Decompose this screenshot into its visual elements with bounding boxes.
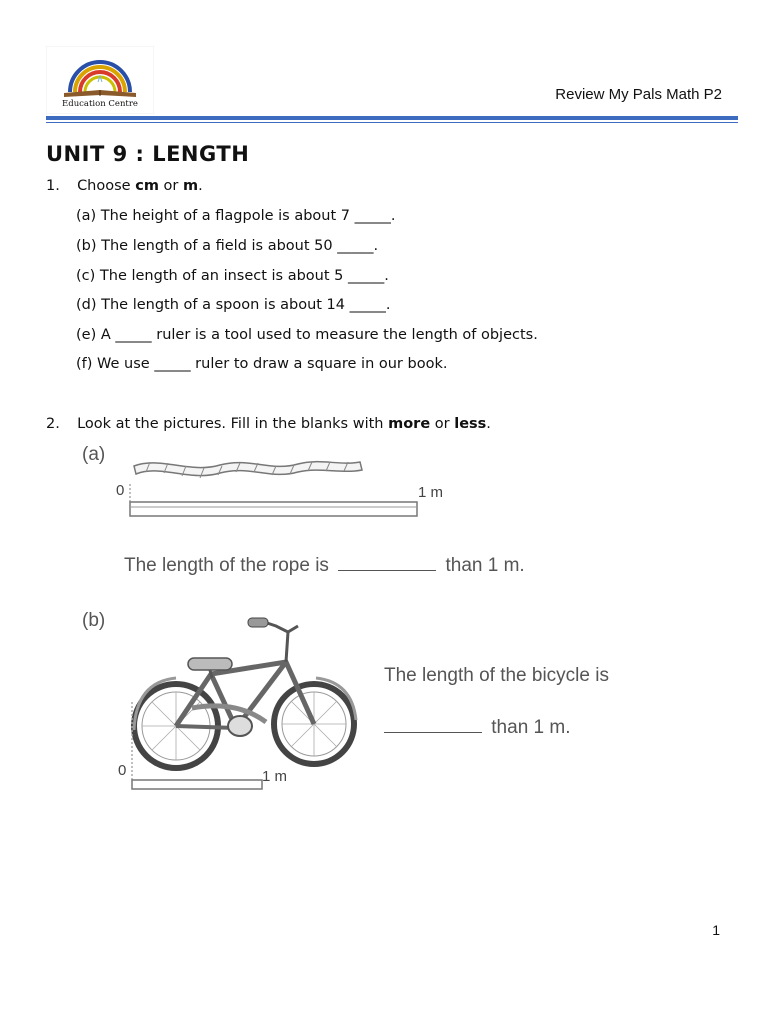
- answer-blank[interactable]: [384, 732, 482, 733]
- question-1-item-e: (e) A _____ ruler is a tool used to measure the length of objects.: [76, 327, 538, 343]
- question-number: 1.: [46, 178, 60, 194]
- sentence-text: The length of the rope is: [124, 555, 329, 576]
- rope-icon: [134, 462, 362, 478]
- question-1-item-b: (b) The length of a field is about 50 _____.: [76, 238, 379, 254]
- part-a-sentence: [124, 555, 525, 577]
- header-rule-thin: [46, 122, 738, 123]
- logo: [46, 46, 154, 114]
- ruler-icon: [130, 484, 417, 516]
- part-b-label: (b): [82, 610, 106, 631]
- page-number: 1: [712, 922, 720, 938]
- question-1-item-c: (c) The length of an insect is about 5 _____.: [76, 268, 389, 284]
- question-1-item-d: (d) The length of a spoon is about 14 _____.: [76, 297, 391, 313]
- prompt-text: Look at the pictures. Fill in the blanks with: [77, 416, 389, 432]
- option-less: less: [454, 416, 487, 432]
- question-number: 2.: [46, 416, 60, 432]
- question-2-prompt: [46, 416, 491, 432]
- option-more: more: [388, 416, 431, 432]
- answer-blank[interactable]: [338, 570, 436, 571]
- part-a-label: (a): [82, 444, 106, 465]
- question-1-prompt: [46, 178, 203, 194]
- sentence-text: than 1 m.: [445, 555, 525, 576]
- prompt-text: .: [486, 416, 491, 432]
- question-1-item-a: (a) The height of a flagpole is about 7 _____.: [76, 208, 396, 224]
- sentence-text: than 1 m.: [491, 717, 571, 738]
- option-m: m: [183, 178, 199, 194]
- rope-and-ruler-illustration: [120, 454, 430, 524]
- bicycle-and-ruler-illustration: [126, 612, 366, 792]
- ruler-zero-label: 0: [118, 762, 127, 779]
- prompt-text: or: [430, 416, 455, 432]
- ruler-one-meter-label: 1 m: [262, 768, 288, 785]
- logo-subtext: Education Centre: [62, 99, 138, 109]
- ruler-icon: [132, 702, 262, 789]
- unit-title: UNIT 9 : LENGTH: [46, 142, 250, 166]
- ruler-zero-label: 0: [116, 482, 125, 499]
- prompt-text: .: [198, 178, 203, 194]
- part-b-sentence-line2: [380, 717, 571, 739]
- header-rule: [46, 116, 738, 120]
- prompt-text: or: [158, 178, 183, 194]
- part-b-sentence-line1: The length of the bicycle is: [384, 665, 609, 686]
- option-cm: cm: [135, 178, 159, 194]
- bicycle-icon: [134, 618, 356, 768]
- header-title: Review My Pals Math P2: [555, 86, 722, 103]
- question-1-item-f: (f) We use _____ ruler to draw a square in our book.: [76, 356, 448, 372]
- ruler-one-meter-label: 1 m: [418, 484, 444, 501]
- prompt-text: Choose: [77, 178, 136, 194]
